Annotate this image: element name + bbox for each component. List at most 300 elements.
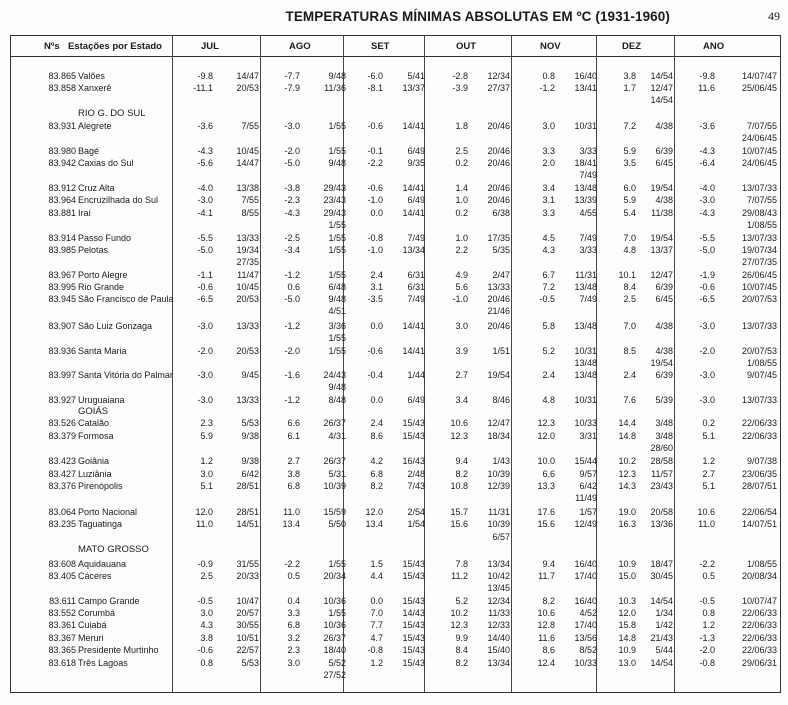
table-cell: 0.0 [370,208,383,218]
table-cell: 16/40 [574,596,597,606]
continuation-row [10,170,780,181]
table-cell: 6/49 [407,146,425,156]
table-cell: 14/47 [236,158,259,168]
table-row [10,183,780,194]
table-cell: 12/34 [487,596,510,606]
table-cell: -3.0 [699,195,715,205]
table-cell: 4/52 [579,608,597,618]
table-cell: 3.0 [287,658,300,668]
table-cell: -6.5 [197,294,213,304]
table-cell: 18/40 [323,645,346,655]
table-cell: 13/34 [487,658,510,668]
table-cell: 7.0 [370,608,383,618]
table-cell: 28/51 [236,507,259,517]
table-row [10,633,780,644]
table-cell: 13/37 [650,245,673,255]
table-cell: 14.3 [618,481,636,491]
table-row [10,233,780,244]
table-cell: 2.5 [623,294,636,304]
table-cell: 18/47 [650,559,673,569]
continuation-row [10,532,780,543]
table-cell: 5.9 [623,146,636,156]
table-cell: 10.6 [450,418,468,428]
table-cell: -1.2 [284,270,300,280]
table-cell: 1/55 [328,270,346,280]
table-row [10,195,780,206]
table-row [10,519,780,530]
table-cell: -7.9 [284,83,300,93]
table-cell: 15/43 [402,431,425,441]
state-group-label: RIO G. DO SUL [78,108,146,119]
table-cell: 10/07/47 [741,596,777,606]
table-cell: -1.0 [452,294,468,304]
table-cell: 12.3 [450,431,468,441]
table-cell: -4.3 [699,146,715,156]
station-name: Santa Maria [78,346,127,356]
table-cell: 10.3 [618,596,636,606]
table-cell: -9.8 [699,71,715,81]
table-cell: 13/45 [487,583,510,593]
table-cell: 3.8 [200,633,213,643]
table-cell: 6.1 [287,431,300,441]
table-cell: 7/55 [241,121,259,131]
table-cell: -3.0 [699,395,715,405]
header-estacoes: Estações por Estado [68,41,162,52]
station-number: 83.376 [48,481,76,491]
table-cell: 14/51 [236,519,259,529]
continuation-row [10,333,780,344]
table-cell: 1.7 [623,83,636,93]
table-cell: 10/36 [323,596,346,606]
table-row [10,559,780,570]
table-cell: 7/49 [407,233,425,243]
table-cell: 7/49 [579,294,597,304]
table-cell: -0.6 [197,282,213,292]
station-name: Três Lagoas [78,658,128,668]
table-cell: 1/08/55 [746,220,777,230]
table-cell: 5/41 [407,71,425,81]
table-cell: 11/57 [651,469,673,479]
table-cell: 24/43 [323,370,346,380]
table-cell: 12.4 [537,658,555,668]
table-cell: 8.2 [455,658,468,668]
table-cell: 29/43 [323,208,346,218]
table-cell: 7/43 [407,481,425,491]
table-cell: 12.0 [195,507,213,517]
table-cell: 9/48 [328,382,346,392]
table-cell: 10.8 [450,481,468,491]
station-name: Xanxerê [78,83,112,93]
table-cell: 14/54 [650,71,673,81]
table-cell: 6/57 [492,532,510,542]
table-cell: 11.0 [283,507,300,517]
table-cell: 3.8 [287,469,300,479]
table-cell: 9/45 [241,370,259,380]
table-cell: -3.6 [197,121,213,131]
table-cell: 10.2 [618,456,636,466]
table-cell: 12.0 [618,608,636,618]
station-name: Aquidauana [78,559,127,569]
table-cell: 23/06/35 [741,469,777,479]
table-cell: 8.6 [370,431,383,441]
table-cell: 5.6 [455,282,468,292]
table-cell: -0.1 [367,146,383,156]
table-cell: 10/42 [487,571,510,581]
table-cell: 1.0 [455,195,468,205]
station-name: Bagé [78,146,100,156]
table-cell: -4.3 [699,208,715,218]
table-cell: 8/48 [328,395,346,405]
station-number: 83.427 [48,469,76,479]
table-cell: 6/39 [655,282,673,292]
table-cell: 14/47 [236,71,259,81]
table-cell: -4.3 [284,208,300,218]
table-cell: 7/49 [407,294,425,304]
table-cell: -3.0 [197,321,213,331]
table-cell: 13/48 [574,183,597,193]
table-cell: 8.2 [370,481,383,491]
table-cell: 14.8 [618,633,636,643]
table-cell: 20/33 [236,571,259,581]
table-cell: 2.0 [542,158,555,168]
table-cell: 2.7 [702,469,715,479]
station-name: Taguatinga [78,519,123,529]
table-cell: 8.4 [623,282,636,292]
table-cell: 13.0 [618,658,636,668]
table-row [10,571,780,582]
table-cell: 13/39 [574,195,597,205]
table-cell: 1/54 [407,519,425,529]
table-cell: 7.2 [542,282,555,292]
table-cell: 5/53 [241,418,259,428]
table-cell: 6/31 [407,270,425,280]
table-cell: 6.8 [370,469,383,479]
table-cell: -6.4 [699,158,715,168]
table-cell: -1.2 [284,321,300,331]
table-cell: -5.0 [284,294,300,304]
table-cell: 1/55 [328,559,346,569]
table-cell: 2.4 [542,370,555,380]
station-name: Rio Grande [78,282,125,292]
table-row [10,346,780,357]
table-cell: -3.0 [197,370,213,380]
table-cell: -1.6 [284,370,300,380]
table-cell: -6.5 [699,294,715,304]
table-cell: 9/48 [328,71,346,81]
table-cell: 4.3 [200,620,213,630]
table-cell: 7/55 [241,195,259,205]
table-cell: -0.8 [699,658,715,668]
table-cell: 1/08/55 [746,358,777,368]
table-row [10,270,780,281]
table-cell: 1.2 [702,620,715,630]
station-name: Cruz Alta [78,183,115,193]
table-cell: 15/43 [402,596,425,606]
table-cell: 0.0 [370,395,383,405]
table-cell: 22/06/54 [741,507,777,517]
table-cell: 10.0 [537,456,555,466]
table-cell: 2.5 [200,571,213,581]
station-number: 83.914 [48,233,76,243]
table-cell: 22/06/33 [741,645,777,655]
table-cell: 19/54 [650,233,673,243]
table-cell: 10/31 [574,346,597,356]
table-cell: 12/39 [487,481,510,491]
table-cell: 29/08/43 [741,208,777,218]
table-cell: 1/34 [655,608,673,618]
table-cell: 11/38 [651,208,673,218]
table-cell: 20/46 [487,146,510,156]
table-cell: 6.8 [287,620,300,630]
table-cell: -2.2 [699,559,715,569]
table-cell: 1.2 [702,456,715,466]
table-row [10,158,780,169]
table-cell: -5.0 [284,158,300,168]
table-cell: 5.1 [200,481,213,491]
table-cell: 4/38 [655,195,673,205]
table-cell: 23/43 [650,481,673,491]
table-cell: 0.5 [702,571,715,581]
table-cell: 20/46 [487,294,510,304]
station-number: 83.423 [48,456,76,466]
table-cell: 12/47 [650,83,673,93]
station-number: 83.361 [48,620,76,630]
table-cell: 9/48 [328,294,346,304]
table-cell: 13/33 [236,321,259,331]
table-cell: 4.5 [542,233,555,243]
table-cell: 2.4 [370,270,383,280]
table-cell: 9/38 [241,456,259,466]
table-row [10,469,780,480]
table-cell: 3/48 [655,431,673,441]
table-cell: 17/40 [574,571,597,581]
table-cell: 7.0 [623,321,636,331]
table-cell: 15/59 [323,507,346,517]
table-cell: 15/43 [402,658,425,668]
table-cell: -3.8 [284,183,300,193]
header-out: OUT [456,41,477,52]
table-cell: 9.9 [455,633,468,643]
table-cell: -0.8 [367,645,383,655]
table-cell: 14/54 [650,95,673,105]
table-cell: -7.7 [284,71,300,81]
table-cell: 4/38 [655,121,673,131]
table-cell: 11.0 [698,519,715,529]
table-cell: 6/49 [407,395,425,405]
header-set: SET [371,41,390,52]
table-cell: 11/33 [488,608,510,618]
table-cell: 5.1 [702,431,715,441]
table-cell: 13/41 [574,83,597,93]
table-cell: 11/31 [488,507,510,517]
table-cell: -0.6 [367,346,383,356]
continuation-row [10,358,780,369]
table-cell: 7/49 [579,170,597,180]
continuation-row [10,493,780,504]
table-cell: 3.0 [200,469,213,479]
table-cell: 12.3 [537,418,555,428]
table-cell: 20/57 [236,608,259,618]
table-cell: 19/54 [650,358,673,368]
station-name: Alegrete [78,121,112,131]
table-cell: 7/07/55 [746,121,777,131]
table-cell: 12/47 [487,418,510,428]
table-cell: 1/55 [328,608,346,618]
table-cell: 28/60 [650,443,673,453]
table-cell: 12.3 [450,620,468,630]
table-cell: -4.0 [197,183,213,193]
table-row [10,456,780,467]
table-cell: 28/07/51 [741,481,777,491]
table-cell: 3.5 [623,158,636,168]
table-cell: 6/49 [407,195,425,205]
table-cell: 7.2 [623,121,636,131]
table-cell: 0.4 [287,596,300,606]
table-cell: 14/40 [487,633,510,643]
table-cell: 18/41 [574,158,597,168]
table-row [10,71,780,82]
table-cell: 13/34 [402,245,425,255]
table-cell: 2.5 [455,146,468,156]
table-cell: 5/53 [241,658,259,668]
header-nov: NOV [540,41,561,52]
table-cell: 12/33 [487,620,510,630]
state-group-row [10,544,780,555]
table-cell: 6/45 [655,158,673,168]
station-number: 83.931 [48,121,76,131]
table-cell: 6/39 [655,370,673,380]
table-cell: 5/50 [328,519,346,529]
table-cell: 11.2 [451,571,468,581]
table-cell: 0.2 [455,158,468,168]
table-cell: 10.2 [450,608,468,618]
table-cell: -3.5 [367,294,383,304]
table-cell: 10.6 [697,507,715,517]
table-cell: 13/07/33 [741,233,777,243]
table-cell: 28/51 [236,481,259,491]
table-row [10,481,780,492]
table-cell: 6.7 [542,270,555,280]
table-cell: 21/46 [487,306,510,316]
table-cell: 3/33 [579,245,597,255]
table-cell: 10/39 [487,519,510,529]
table-cell: 1/55 [328,346,346,356]
table-cell: 10/36 [323,620,346,630]
table-cell: 5/52 [328,658,346,668]
table-cell: 1/42 [655,620,673,630]
table-cell: 12/47 [650,270,673,280]
table-cell: -2.3 [284,195,300,205]
table-cell: -11.1 [193,83,213,93]
station-name: Cuiabá [78,620,107,630]
header-ano: ANO [703,41,725,52]
table-cell: 10/39 [323,481,346,491]
station-number: 83.945 [48,294,76,304]
table-cell: 3.4 [542,183,555,193]
table-cell: 13/07/33 [741,395,777,405]
table-cell: 22/06/33 [741,620,777,630]
station-name: Uruguaiana [78,395,125,405]
table-cell: 24/06/45 [741,133,777,143]
table-cell: 20/46 [487,158,510,168]
table-cell: 20/46 [487,321,510,331]
table-cell: 15.6 [537,519,555,529]
table-cell: 11/49 [575,493,597,503]
table-cell: 3.8 [623,71,636,81]
table-row [10,596,780,607]
table-cell: 25/06/45 [741,83,777,93]
station-name: Luziânia [78,469,112,479]
station-name: Encruzilhada do Sul [78,195,159,205]
table-cell: 20/53 [236,294,259,304]
table-cell: 22/06/33 [741,608,777,618]
table-cell: -0.9 [197,559,213,569]
table-cell: -2.0 [699,645,715,655]
table-cell: -2.2 [284,559,300,569]
table-cell: 23/43 [323,195,346,205]
table-cell: 13/33 [487,282,510,292]
table-cell: 2.4 [623,370,636,380]
table-cell: 22/57 [236,645,259,655]
table-cell: 20/08/34 [741,571,777,581]
table-cell: 15/43 [402,418,425,428]
table-cell: 1/43 [492,456,510,466]
table-cell: 10/31 [574,395,597,405]
station-number: 83.235 [48,519,76,529]
station-name: Corumbá [78,608,116,618]
table-cell: -1.0 [367,245,383,255]
table-cell: 13/34 [487,559,510,569]
station-number: 83.611 [49,596,76,606]
table-cell: 7/07/55 [746,195,777,205]
table-cell: 15.8 [618,620,636,630]
table-cell: 0.8 [702,608,715,618]
table-cell: 11/31 [575,270,597,280]
table-cell: 14/43 [402,608,425,618]
table-cell: 4/51 [328,306,346,316]
table-cell: 9/07/45 [746,370,777,380]
table-cell: 14/41 [402,321,425,331]
table-cell: 8.2 [455,469,468,479]
table-cell: 13.3 [537,481,555,491]
table-cell: 11.0 [196,519,213,529]
table-cell: -0.6 [367,183,383,193]
table-cell: 18/34 [487,431,510,441]
table-cell: -8.1 [367,83,383,93]
header-jul: JUL [201,41,219,52]
table-cell: 29/06/31 [741,658,777,668]
table-cell: 17/40 [574,620,597,630]
table-cell: 4.9 [455,270,468,280]
table-cell: 2.7 [455,370,468,380]
table-cell: 16.3 [618,519,636,529]
state-group-row [10,406,780,417]
station-number: 83.967 [48,270,76,280]
station-name: Campo Grande [78,596,140,606]
station-number: 83.405 [48,571,76,581]
table-cell: 5.9 [623,195,636,205]
table-row [10,395,780,406]
table-cell: 13/07/33 [741,321,777,331]
table-cell: 1.4 [455,183,468,193]
table-cell: -2.0 [699,346,715,356]
table-cell: 3.1 [370,282,383,292]
table-row [10,146,780,157]
table-cell: 0.8 [542,71,555,81]
station-number: 83.881 [48,208,76,218]
table-cell: 8/55 [241,208,259,218]
table-cell: 30/45 [650,571,673,581]
